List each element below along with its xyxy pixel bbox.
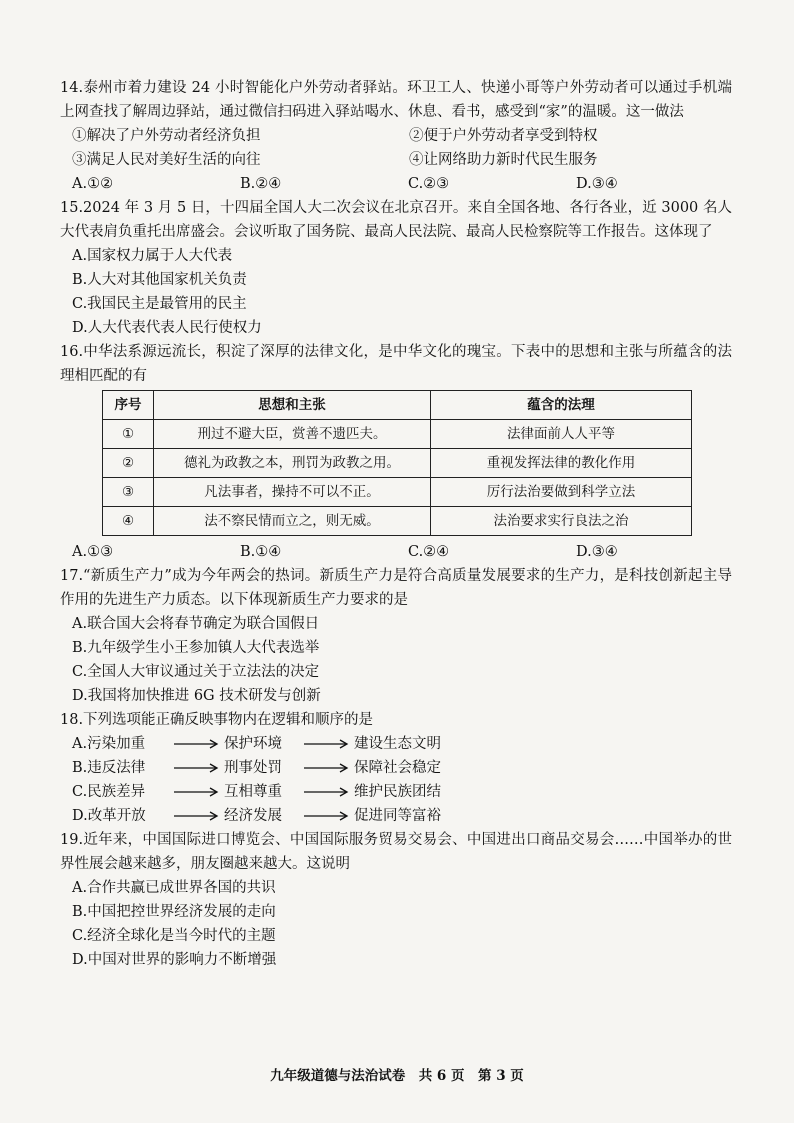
option-a [60, 732, 732, 756]
table-cell: ③ [103, 478, 154, 507]
chain-step: 建设生态文明 [354, 736, 441, 752]
question-19 [60, 828, 732, 972]
option-a: A.国家权力属于人大代表 [72, 248, 233, 264]
table-header: 序号 [103, 391, 154, 420]
option-a: A.①② [72, 176, 114, 192]
question-stem: 19.近年来，中国国际进口博览会、中国国际服务贸易交易会、中国进出口商品交易会……中国举办的世界性展会越来越多，朋友圈越来越大。这说明 [60, 832, 732, 872]
chain-step: 经济发展 [224, 808, 282, 824]
arrow-right-icon [302, 811, 354, 821]
answer-options [60, 540, 732, 564]
answer-options [60, 612, 732, 708]
table-cell: 法治要求实行良法之治 [431, 507, 692, 536]
table-cell: 法不察民情而立之，则无威。 [154, 507, 431, 536]
table-cell: 刑过不避大臣，赏善不遗匹夫。 [154, 420, 431, 449]
table-cell: ① [103, 420, 154, 449]
chain-step: 互相尊重 [224, 784, 282, 800]
chain-step: 保护环境 [224, 736, 282, 752]
exam-page [60, 76, 732, 972]
table-cell: 厉行法治要做到科学立法 [431, 478, 692, 507]
option-b: B.①④ [240, 544, 282, 560]
chain-step: 保障社会稳定 [354, 760, 441, 776]
answer-options [60, 876, 732, 972]
table-header: 思想和主张 [154, 391, 431, 420]
question-stem: 18.下列选项能正确反映事物内在逻辑和顺序的是 [60, 712, 374, 728]
option-b: B.②④ [240, 176, 282, 192]
table-cell: ④ [103, 507, 154, 536]
option-d: D.我国将加快推进 6G 技术研发与创新 [72, 688, 321, 704]
statement: ③满足人民对美好生活的向往 [72, 152, 261, 168]
arrow-right-icon [302, 763, 354, 773]
answer-options [60, 244, 732, 340]
table-header-row [103, 391, 692, 420]
table-cell: 法律面前人人平等 [431, 420, 692, 449]
question-stem: 14.泰州市着力建设 24 小时智能化户外劳动者驿站。环卫工人、快递小哥等户外劳动者可以通过手机端上网查找了解周边驿站，通过微信扫码进入驿站喝水、休息、看书，感受到“家”的温暖。这一做法 [60, 80, 732, 120]
table-cell: 凡法事者，操持不可以不正。 [154, 478, 431, 507]
option-d: D.③④ [576, 176, 618, 192]
chain-step: 维护民族团结 [354, 784, 441, 800]
answer-options [60, 732, 732, 828]
question-18 [60, 708, 732, 828]
chain-step: 促进同等富裕 [354, 808, 441, 824]
question-stem: 17.“新质生产力”成为今年两会的热词。新质生产力是符合高质量发展要求的生产力，是科技创新起主导作用的先进生产力质态。以下体现新质生产力要求的是 [60, 568, 732, 608]
option-c: C.②③ [408, 176, 450, 192]
question-17 [60, 564, 732, 708]
option-c: C.全国人大审议通过关于立法法的决定 [72, 664, 320, 680]
option-a: A.联合国大会将春节确定为联合国假日 [72, 616, 320, 632]
question-stem: 15.2024 年 3 月 5 日，十四届全国人大二次会议在北京召开。来自全国各地、各行各业，近 3000 名人大代表肩负重托出席盛会。会议听取了国务院、最高人民法院、最高人民检察院等工作报告。这体现了 [60, 200, 732, 240]
table-cell: 德礼为政教之本，刑罚为政教之用。 [154, 449, 431, 478]
chain-step: A.污染加重 [72, 736, 146, 752]
option-a: A.①③ [72, 544, 114, 560]
option-d: D.③④ [576, 544, 618, 560]
option-d [60, 804, 732, 828]
option-a: A.合作共赢已成世界各国的共识 [72, 880, 276, 896]
statement: ②便于户外劳动者享受到特权 [409, 128, 598, 144]
option-c: C.经济全球化是当今时代的主题 [72, 928, 276, 944]
option-c [60, 780, 732, 804]
chain-step: 刑事处罚 [224, 760, 282, 776]
option-b: B.中国把控世界经济发展的走向 [72, 904, 276, 920]
option-c: C.②④ [408, 544, 450, 560]
arrow-right-icon [172, 811, 224, 821]
option-b [60, 756, 732, 780]
statement: ①解决了户外劳动者经济负担 [72, 128, 261, 144]
page-footer: 九年级道德与法治试卷 共 6 页 第 3 页 [270, 1068, 524, 1084]
question-16 [60, 340, 732, 564]
option-b: B.九年级学生小王参加镇人大代表选举 [72, 640, 320, 656]
chain-step: B.违反法律 [72, 760, 146, 776]
table-row [103, 420, 692, 449]
arrow-right-icon [172, 787, 224, 797]
table-cell: 重视发挥法律的教化作用 [431, 449, 692, 478]
option-d: D.人大代表代表人民行使权力 [72, 320, 262, 336]
law-table [102, 390, 692, 536]
table-header: 蕴含的法理 [431, 391, 692, 420]
arrow-right-icon [172, 763, 224, 773]
table-row [103, 449, 692, 478]
option-b: B.人大对其他国家机关负责 [72, 272, 247, 288]
arrow-right-icon [302, 739, 354, 749]
answer-options [60, 172, 732, 196]
chain-step: C.民族差异 [72, 784, 146, 800]
arrow-right-icon [172, 739, 224, 749]
table-cell: ② [103, 449, 154, 478]
chain-step: D.改革开放 [72, 808, 146, 824]
statement: ④让网络助力新时代民生服务 [409, 152, 598, 168]
option-d: D.中国对世界的影响力不断增强 [72, 952, 277, 968]
statement-list [60, 124, 732, 172]
table-row [103, 507, 692, 536]
question-15 [60, 196, 732, 340]
arrow-right-icon [302, 787, 354, 797]
question-stem: 16.中华法系源远流长，积淀了深厚的法律文化，是中华文化的瑰宝。下表中的思想和主张与所蕴含的法理相匹配的有 [60, 344, 732, 384]
option-c: C.我国民主是最管用的民主 [72, 296, 247, 312]
table-row [103, 478, 692, 507]
question-14 [60, 76, 732, 196]
